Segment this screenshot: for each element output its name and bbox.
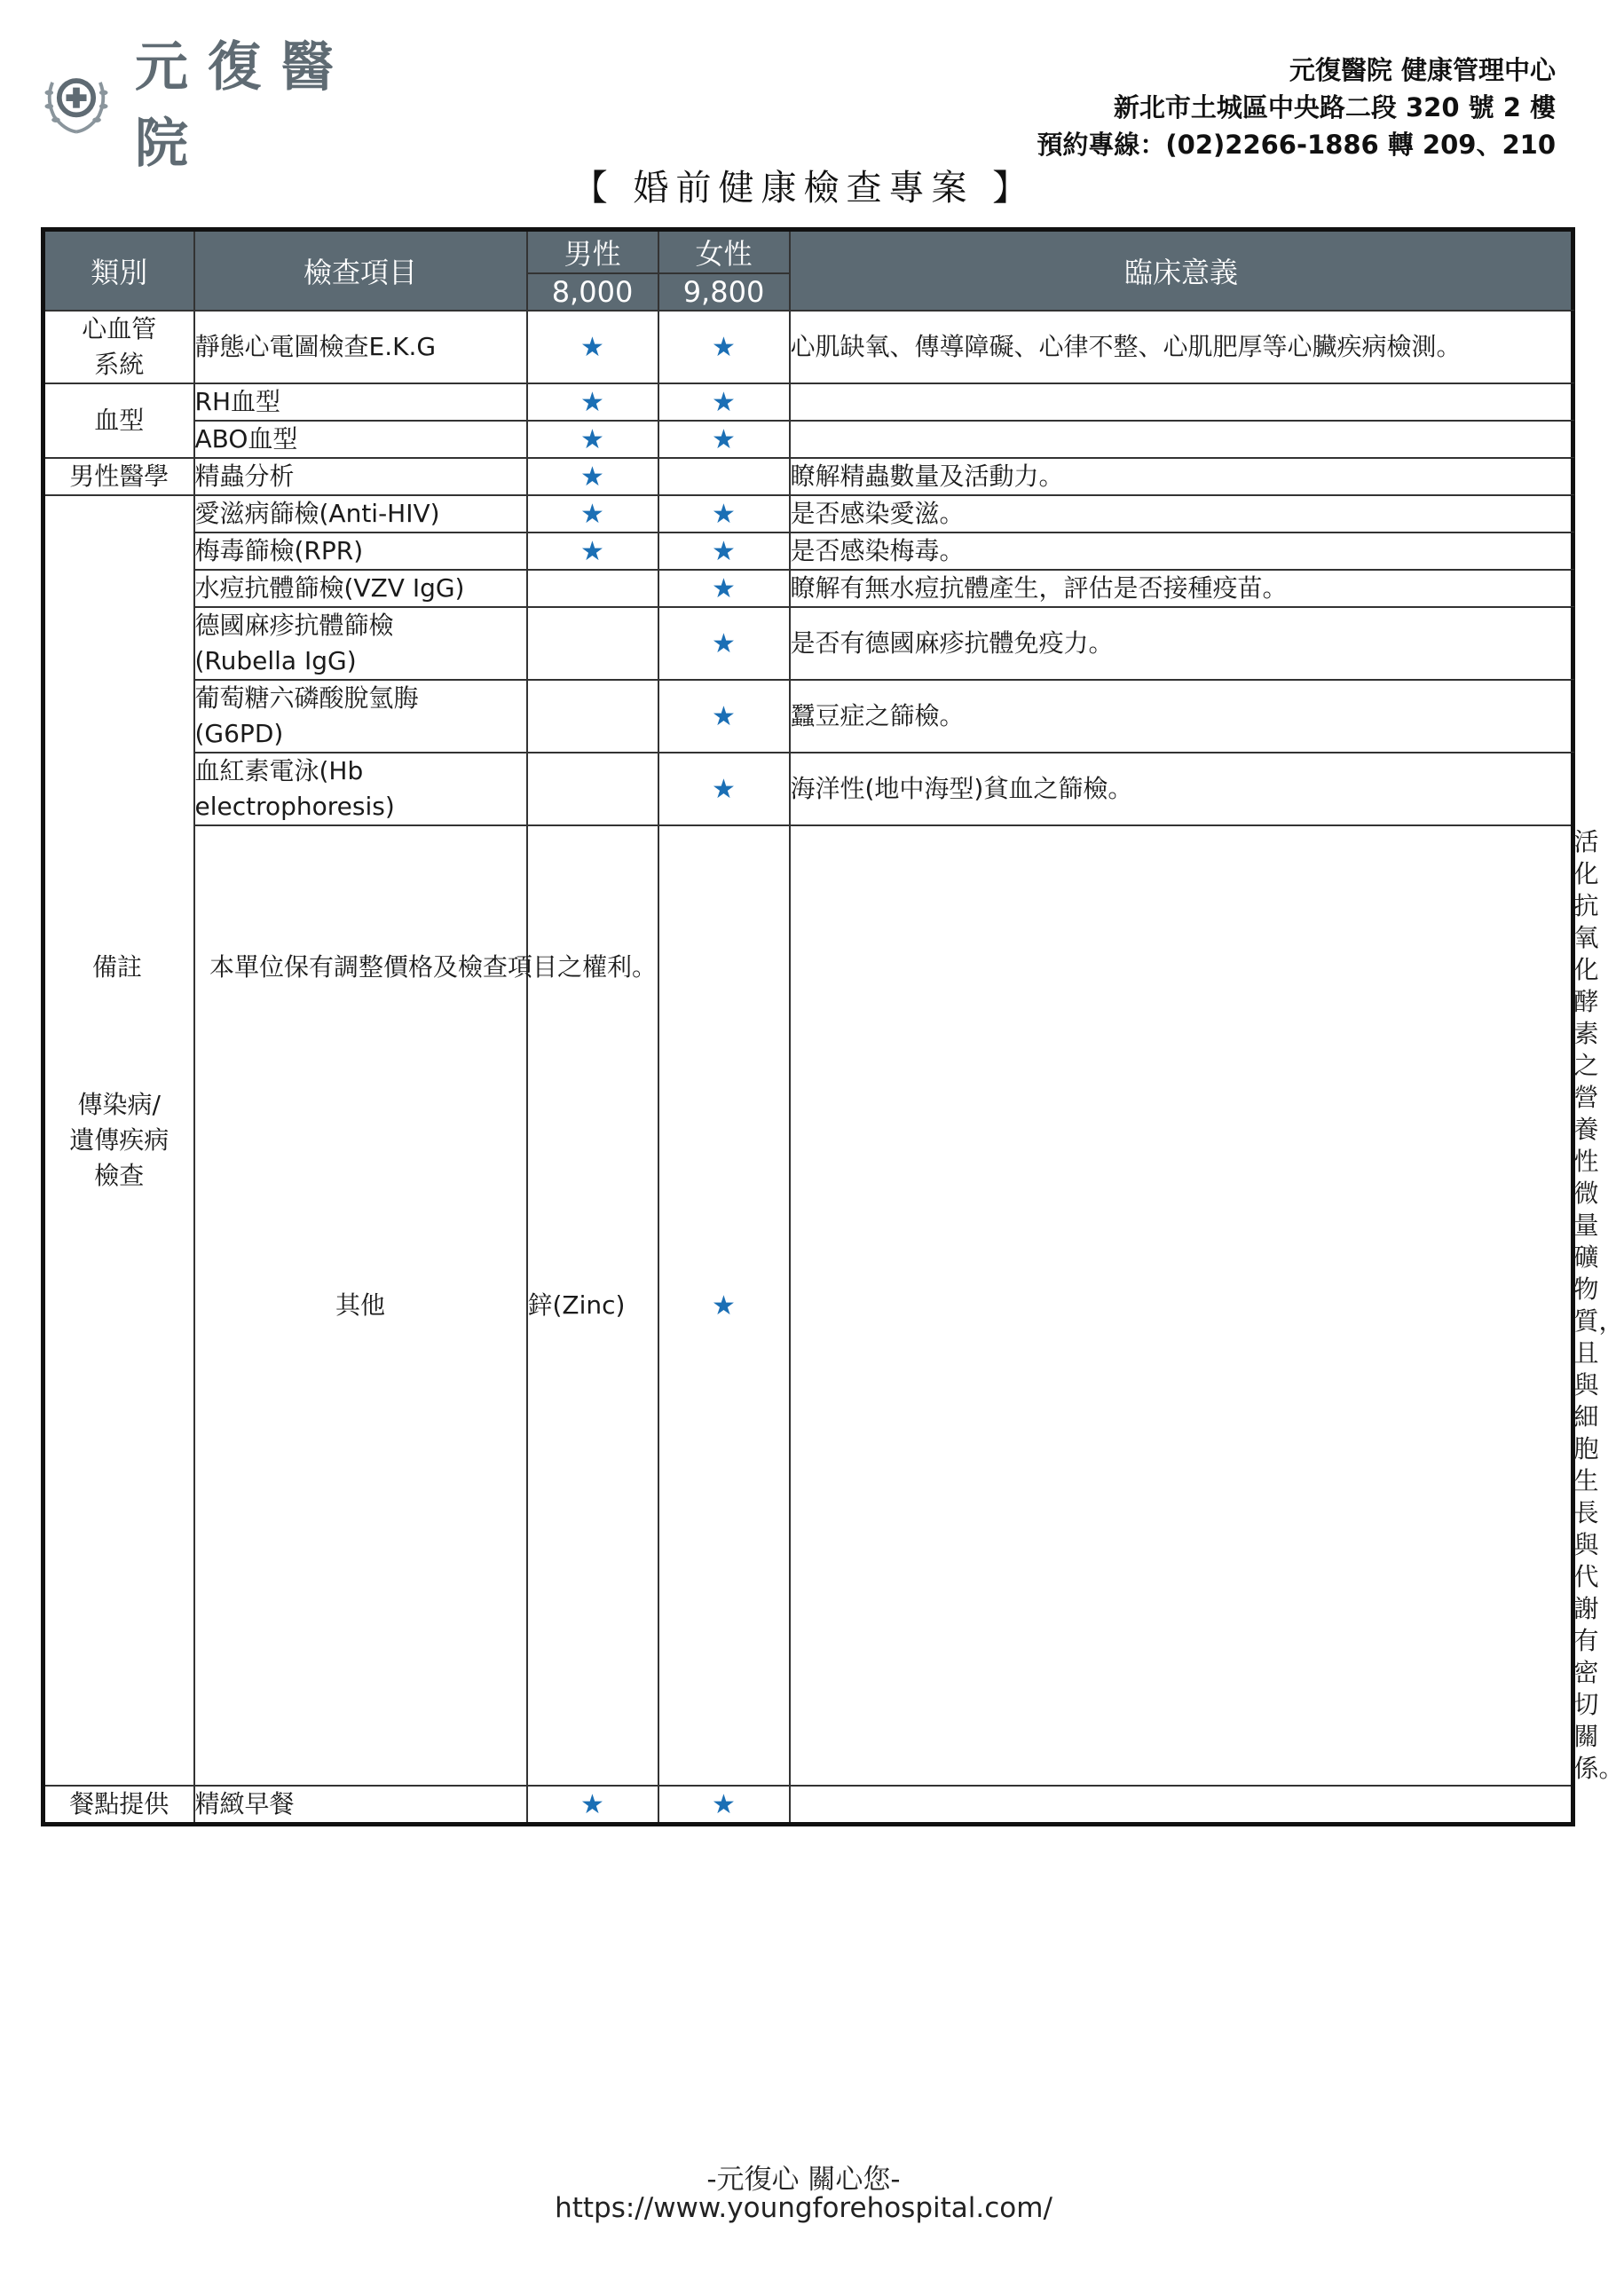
table-row bbox=[43, 680, 1573, 753]
hospital-contact-info bbox=[1037, 51, 1556, 163]
header-item: 檢查項目 bbox=[194, 230, 527, 312]
category-cell: 血型 bbox=[43, 383, 194, 458]
price-female: 9,800 bbox=[658, 273, 790, 311]
star-icon: ★ bbox=[580, 423, 604, 455]
item-cell: 愛滋病篩檢(Anti-HIV) bbox=[194, 495, 527, 532]
female-mark-cell bbox=[658, 421, 790, 458]
price-male: 8,000 bbox=[527, 273, 658, 311]
star-icon: ★ bbox=[712, 386, 736, 418]
table-row bbox=[43, 607, 1573, 680]
female-mark-cell bbox=[658, 495, 790, 532]
male-mark-cell bbox=[527, 532, 658, 570]
header-female: 女性 bbox=[658, 230, 790, 274]
meaning-cell: 心肌缺氧、傳導障礙、心律不整、心肌肥厚等心臟疾病檢測。 bbox=[790, 311, 1573, 383]
male-mark-cell bbox=[527, 570, 658, 607]
hospital-address: 新北市土城區中央路二段 320 號 2 樓 bbox=[1113, 92, 1556, 122]
item-cell: 梅毒篩檢(RPR) bbox=[194, 532, 527, 570]
meaning-cell: 瞭解有無水痘抗體產生，評估是否接種疫苗。 bbox=[790, 570, 1573, 607]
table-row bbox=[43, 458, 1573, 495]
table-row bbox=[43, 570, 1573, 607]
header-male: 男性 bbox=[527, 230, 658, 274]
logo-text: 元復醫院 bbox=[135, 36, 353, 175]
item-cell: 精蟲分析 bbox=[194, 458, 527, 495]
table-row bbox=[43, 421, 1573, 458]
star-icon: ★ bbox=[712, 627, 736, 659]
hospital-emblem-icon bbox=[34, 59, 119, 144]
category-cell: 餐點提供 bbox=[43, 1786, 194, 1825]
star-icon: ★ bbox=[712, 498, 736, 530]
female-mark-cell bbox=[658, 458, 790, 495]
star-icon: ★ bbox=[712, 572, 736, 604]
star-icon: ★ bbox=[580, 461, 604, 493]
item-cell: 靜態心電圖檢查E.K.G bbox=[194, 311, 527, 383]
star-icon: ★ bbox=[580, 535, 604, 567]
category-cell: 心血管 系統 bbox=[43, 311, 194, 383]
item-cell: 鋅(Zinc) bbox=[527, 825, 658, 1786]
female-mark-cell bbox=[658, 311, 790, 383]
booking-phone: 預約專線：(02)2266-1886 轉 209、210 bbox=[1037, 130, 1556, 160]
meaning-cell bbox=[790, 421, 1573, 458]
star-icon: ★ bbox=[580, 386, 604, 418]
category-cell: 傳染病/ 遺傳疾病 檢查 bbox=[43, 495, 194, 1786]
male-mark-cell bbox=[527, 495, 658, 532]
item-cell: 血紅素電泳(Hb electrophoresis) bbox=[194, 753, 527, 825]
table-row bbox=[43, 383, 1573, 421]
male-mark-cell bbox=[527, 311, 658, 383]
footer-slogan: -元復心 關心您- bbox=[706, 2164, 901, 2196]
item-cell: 水痘抗體篩檢(VZV IgG) bbox=[194, 570, 527, 607]
female-mark-cell bbox=[658, 753, 790, 825]
meaning-cell: 是否感染愛滋。 bbox=[790, 495, 1573, 532]
male-mark-cell bbox=[658, 825, 790, 1786]
item-cell: ABO血型 bbox=[194, 421, 527, 458]
female-mark-cell bbox=[790, 825, 1573, 1786]
female-mark-cell bbox=[658, 570, 790, 607]
category-cell: 男性醫學 bbox=[43, 458, 194, 495]
male-mark-cell bbox=[527, 458, 658, 495]
female-mark-cell bbox=[658, 532, 790, 570]
meaning-cell: 是否有德國麻疹抗體免疫力。 bbox=[790, 607, 1573, 680]
footer-url[interactable]: https://www.youngforehospital.com/ bbox=[555, 2192, 1052, 2224]
meaning-cell: 蠶豆症之篩檢。 bbox=[790, 680, 1573, 753]
table-row bbox=[43, 753, 1573, 825]
female-mark-cell bbox=[658, 1786, 790, 1825]
star-icon: ★ bbox=[712, 1290, 736, 1321]
star-icon: ★ bbox=[712, 700, 736, 732]
male-mark-cell bbox=[527, 1786, 658, 1825]
male-mark-cell bbox=[527, 607, 658, 680]
table-row bbox=[43, 495, 1573, 532]
item-cell: RH血型 bbox=[194, 383, 527, 421]
page-title: 【 婚前健康檢查專案 】 bbox=[572, 168, 1036, 209]
table-row: 其他 鋅(Zinc) ★ 活化抗氧化酵素之營養性微量礦物質，且與細胞生長與代謝有密 切關係。 bbox=[43, 825, 1573, 1786]
meaning-cell bbox=[790, 383, 1573, 421]
star-icon: ★ bbox=[580, 1788, 604, 1820]
female-mark-cell bbox=[658, 680, 790, 753]
star-icon: ★ bbox=[712, 331, 736, 363]
female-mark-cell bbox=[658, 383, 790, 421]
male-mark-cell bbox=[527, 680, 658, 753]
note-text: 本單位保有調整價格及檢查項目之權利。 bbox=[209, 952, 658, 982]
table-row bbox=[43, 532, 1573, 570]
hospital-department: 元復醫院 健康管理中心 bbox=[1289, 55, 1556, 85]
table-row bbox=[43, 311, 1573, 383]
female-mark-cell bbox=[658, 607, 790, 680]
meaning-cell bbox=[790, 1786, 1573, 1825]
item-cell: 葡萄糖六磷酸脫氫脢 (G6PD) bbox=[194, 680, 527, 753]
header-category: 類別 bbox=[43, 230, 194, 312]
note-label: 備註 bbox=[92, 952, 143, 982]
star-icon: ★ bbox=[712, 535, 736, 567]
male-mark-cell bbox=[527, 383, 658, 421]
category-cell: 其他 bbox=[194, 825, 527, 1786]
meaning-cell: 瞭解精蟲數量及活動力。 bbox=[790, 458, 1573, 495]
star-icon: ★ bbox=[712, 423, 736, 455]
star-icon: ★ bbox=[712, 1788, 736, 1820]
male-mark-cell bbox=[527, 421, 658, 458]
exam-table bbox=[41, 227, 1624, 1826]
meaning-cell: 是否感染梅毒。 bbox=[790, 532, 1573, 570]
item-cell: 德國麻疹抗體篩檢 (Rubella IgG) bbox=[194, 607, 527, 680]
header-meaning: 臨床意義 bbox=[790, 230, 1573, 312]
star-icon: ★ bbox=[712, 773, 736, 805]
star-icon: ★ bbox=[580, 331, 604, 363]
meaning-cell: 海洋性(地中海型)貧血之篩檢。 bbox=[790, 753, 1573, 825]
table-row bbox=[43, 1786, 1573, 1825]
male-mark-cell bbox=[527, 753, 658, 825]
item-cell: 精緻早餐 bbox=[194, 1786, 527, 1825]
hospital-logo bbox=[34, 36, 406, 175]
star-icon: ★ bbox=[580, 498, 604, 530]
